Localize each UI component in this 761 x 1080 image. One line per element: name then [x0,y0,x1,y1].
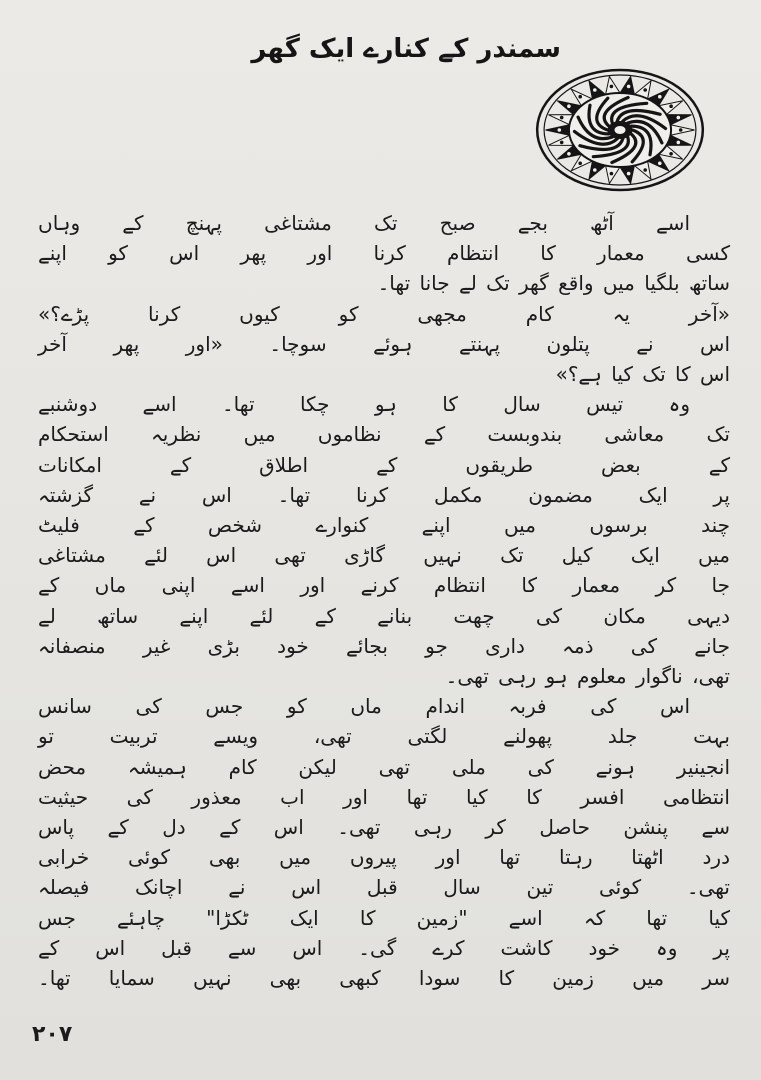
text-line: انجینیر ہونے کی ملی تھی لیکن کام ہمیشہ محض [38,754,730,779]
text-line: تک معاشی بندوبست کے نظاموں میں نظریہ استحکام [38,422,730,447]
text-line: سر میں زمین کا سودا کبھی بھی نہیں سمایا تھا۔ [38,966,730,991]
text-line: کے بعض طریقوں کے اطلاق کے امکانات [38,452,730,477]
text-line: سے پنشن حاصل کر رہی تھی۔ اس کے دل کے پاس [38,815,730,840]
text-line: اس کا تک کیا ہے؟» [555,362,730,387]
text-line: تھی۔ کوئی تین سال قبل اس نے اچانک فیصلہ [38,875,730,900]
text-line: اس کی فربہ اندام ماں کو جس کی سانس [38,694,690,719]
page-number: ۲۰۷ [32,1022,73,1047]
text-line: اسے آٹھ بجے صبح تک مشتاغی پہنچ کے وہاں [38,211,690,235]
text-line: وہ تیس سال کا ہو چکا تھا۔ اسے دوشنبے [38,392,690,417]
text-line: انتظامی افسر کا کیا تھا اور اب معذور کی حیثیت [38,784,730,809]
text-line: درد اٹھتا رہتا تھا اور پیروں میں بھی کوئی خرابی [38,845,730,870]
text-line: جا کر معمار کا انتظام کرنے اور اسے اپنی ماں کے [38,573,730,598]
story-text [38,208,730,993]
text-line: پر وہ خود کاشت کرے گی۔ اس سے قبل اس کے [38,935,730,960]
text-line: کسی معمار کا انتظام کرنا اور پھر اس کو اپنے [38,241,730,266]
text-line: بہت جلد پھولنے لگتی تھی، ویسے تربیت تو [38,724,730,749]
chapter-title: سمندر کے کنارے ایک گھر [251,34,561,64]
text-line: چند برسوں میں اپنے کنوارے شخص کے فلیٹ [38,513,730,538]
text-line: اس نے پتلون پہنتے ہوئے سوچا۔ «اور پھر آخر [38,331,730,356]
text-line: تھی، ناگوار معلوم ہو رہی تھی۔ [445,664,730,689]
text-line: ساتھ بلگیا میں واقع گھر تک لے جانا تھا۔ [377,271,730,296]
text-line: کیا تھا کہ اسے "زمین کا ایک ٹکڑا" چاہئے جس [38,905,730,930]
text-line: «آخر یہ کام مجھی کو کیوں کرنا پڑے؟» [38,301,730,326]
circular-floral-ornament-icon [530,68,710,192]
text-line: پر ایک مضمون مکمل کرنا تھا۔ اس نے گزشتہ [38,482,730,507]
text-line: میں ایک کیل تک نہیں گاڑی تھی اس لئے مشتاغی [38,543,730,568]
text-line: جانے کی ذمہ داری جو بجائے خود بڑی غیر منصفانہ [38,633,730,658]
text-line: دیہی مکان کی چھت بنانے کے لئے اپنے ساتھ لے [38,603,730,628]
